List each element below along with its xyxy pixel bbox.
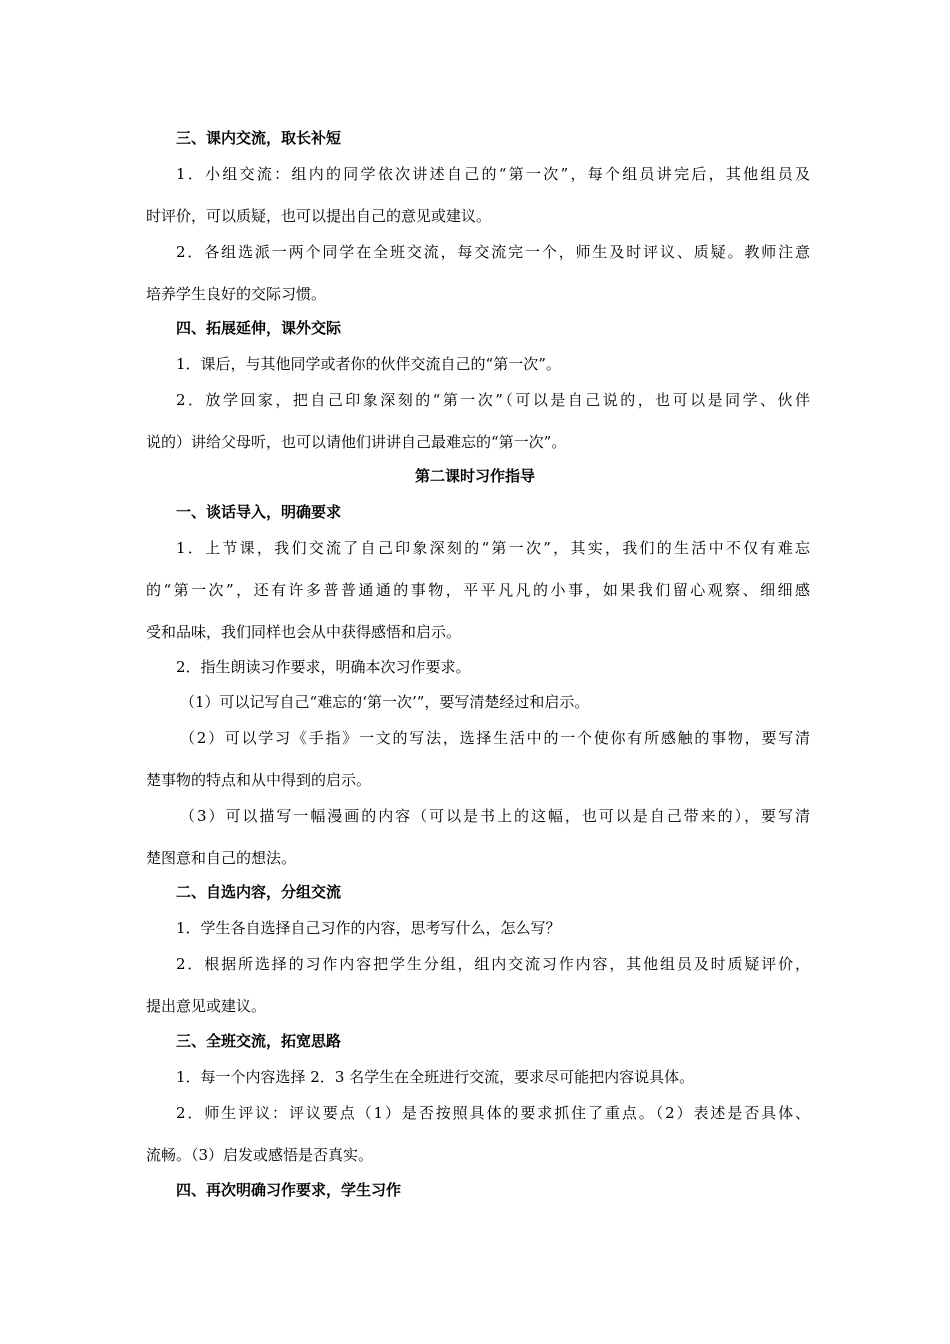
section-heading: 二、自选内容，分组交流 xyxy=(176,883,342,901)
paragraph-line: 受和品味，我们同样也会从中获得感悟和启示。 xyxy=(146,623,462,641)
paragraph-line: 2．放学回家，把自己印象深刻的“第一次”（可以是自己说的，也可以是同学、伙伴 xyxy=(176,391,810,409)
paragraph-line: 楚事物的特点和从中得到的启示。 xyxy=(146,771,372,789)
paragraph-line: 培养学生良好的交际习惯。 xyxy=(146,285,327,303)
section-heading: 四、再次明确习作要求，学生习作 xyxy=(176,1181,402,1199)
paragraph-line: 1．课后，与其他同学或者你的伙伴交流自己的“第一次”。 xyxy=(176,355,561,373)
paragraph-line: 1．上节课，我们交流了自己印象深刻的“第一次”，其实，我们的生活中不仅有难忘 xyxy=(176,539,810,557)
paragraph-line: 时评价，可以质疑，也可以提出自己的意见或建议。 xyxy=(146,207,492,225)
paragraph-line: 提出意见或建议。 xyxy=(146,997,267,1015)
paragraph-line: 2．各组选派一两个同学在全班交流，每交流完一个，师生及时评议、质疑。教师注意 xyxy=(176,243,810,261)
paragraph-line: 的“第一次”，还有许多普普通通的事物，平平凡凡的小事，如果我们留心观察、细细感 xyxy=(146,581,810,599)
lesson-title: 第二课时习作指导 xyxy=(414,467,535,485)
paragraph-line: （1）可以记写自己“难忘的‘第一次’”，要写清楚经过和启示。 xyxy=(180,693,590,711)
paragraph-line: 说的）讲给父母听，也可以请他们讲讲自己最难忘的“第一次”。 xyxy=(146,433,567,451)
paragraph-line: 1．每一个内容选择 2．3 名学生在全班进行交流，要求尽可能把内容说具体。 xyxy=(176,1068,695,1086)
paragraph-line: 2．指生朗读习作要求，明确本次习作要求。 xyxy=(176,658,471,676)
paragraph-line: 1．学生各自选择自己习作的内容，思考写什么，怎么写？ xyxy=(176,919,561,937)
section-heading: 三、全班交流，拓宽思路 xyxy=(176,1032,342,1050)
section-heading: 三、课内交流，取长补短 xyxy=(176,129,342,147)
section-heading: 一、谈话导入，明确要求 xyxy=(176,503,342,521)
paragraph-line: （3）可以描写一幅漫画的内容（可以是书上的这幅，也可以是自己带来的），要写清 xyxy=(180,807,810,825)
paragraph-line: 流畅。（3）启发或感悟是否真实。 xyxy=(146,1146,374,1164)
paragraph-line: 2．师生评议：评议要点（1）是否按照具体的要求抓住了重点。（2）表述是否具体、 xyxy=(176,1104,810,1122)
paragraph-line: 1．小组交流：组内的同学依次讲述自己的“第一次”，每个组员讲完后，其他组员及 xyxy=(176,165,810,183)
paragraph-line: （2）可以学习《手指》一文的写法，选择生活中的一个使你有所感触的事物，要写清 xyxy=(180,729,810,747)
section-heading: 四、拓展延伸，课外交际 xyxy=(176,319,342,337)
paragraph-line: 2．根据所选择的习作内容把学生分组，组内交流习作内容，其他组员及时质疑评价， xyxy=(176,955,810,973)
paragraph-line: 楚图意和自己的想法。 xyxy=(146,849,297,867)
